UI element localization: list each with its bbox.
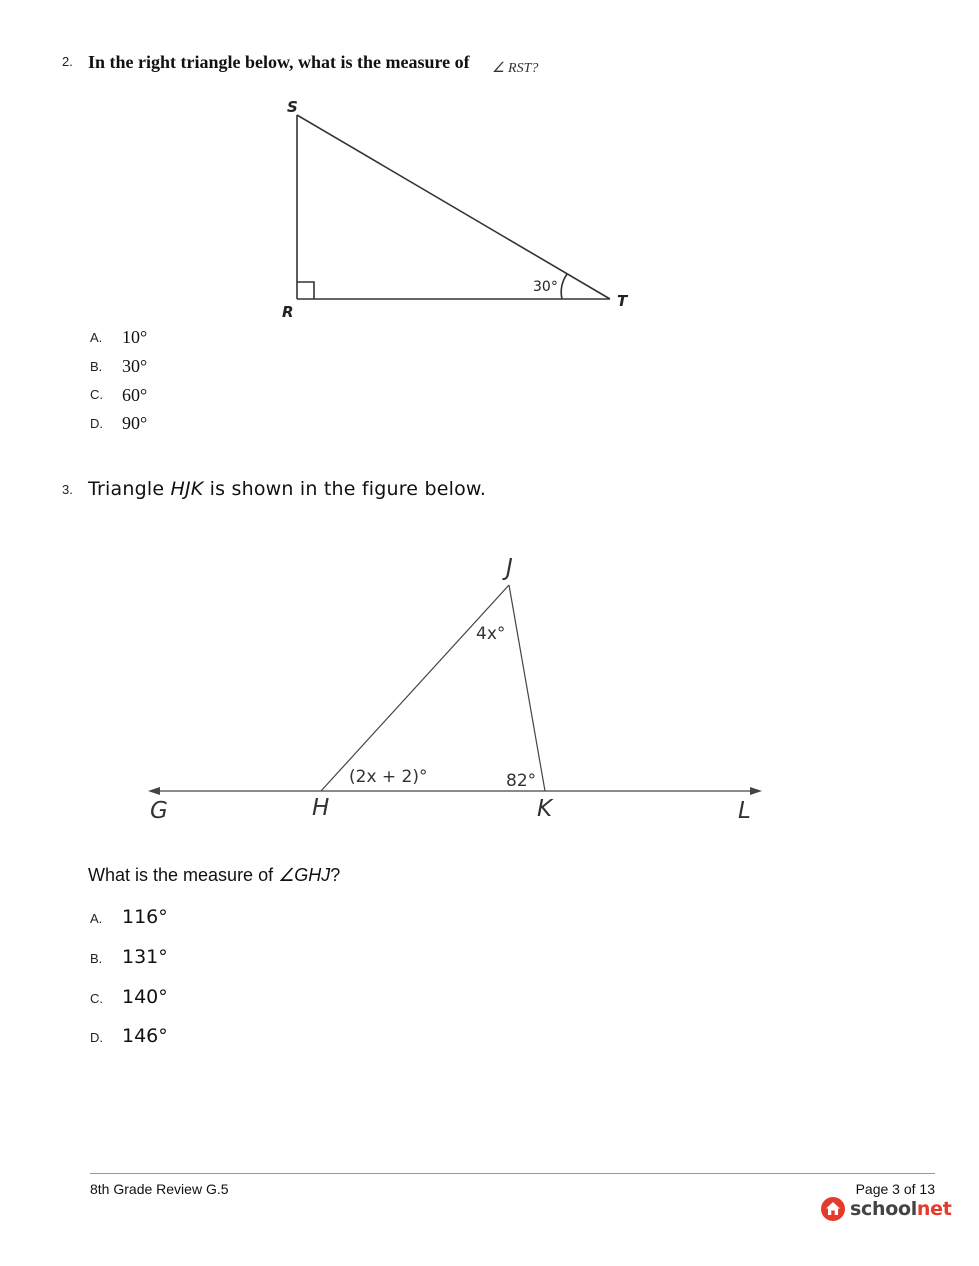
choice-letter: C. — [90, 991, 103, 1006]
vertex-s-label: S — [287, 98, 298, 116]
point-j-label: J — [506, 555, 513, 581]
question-2-number: 2. — [62, 54, 73, 69]
question-2-prompt: In the right triangle below, what is the measure of — [88, 52, 470, 72]
angle-j-label: 4x° — [476, 624, 506, 644]
footer-document-title: 8th Grade Review G.5 — [90, 1181, 229, 1197]
logo-word-school: school — [850, 1198, 917, 1220]
choice-text: 140° — [122, 986, 168, 1008]
choice-text: 131° — [122, 946, 168, 968]
logo-word-net: net — [916, 1198, 952, 1220]
arrow-right-icon — [750, 787, 762, 795]
choice-text: 10° — [122, 327, 148, 347]
side-jk — [509, 585, 545, 791]
arrow-left-icon — [148, 787, 160, 795]
question-2-angle-reference: ∠ RST? — [492, 61, 539, 76]
point-g-label: G — [150, 798, 168, 824]
vertex-t-label: T — [617, 292, 628, 310]
point-h-label: H — [312, 795, 330, 821]
choice-text: 146° — [122, 1025, 168, 1047]
angle-name: ∠GHJ — [278, 865, 331, 885]
vertex-r-label: R — [282, 303, 294, 321]
choice-letter: D. — [90, 416, 103, 431]
point-k-label: K — [537, 796, 553, 822]
triangle-hjk-figure — [140, 548, 770, 830]
prompt-text: is shown in the figure below. — [203, 478, 487, 500]
right-triangle-rst-figure — [270, 92, 650, 324]
question-3-subprompt — [88, 865, 340, 886]
choice-letter: C. — [90, 387, 103, 402]
right-angle-marker — [297, 282, 314, 299]
angle-k-label: 82° — [506, 771, 537, 791]
choice-letter: B. — [90, 359, 103, 374]
question-3-number: 3. — [62, 482, 73, 497]
prompt-text: Triangle — [88, 478, 171, 500]
point-l-label: L — [738, 798, 751, 824]
choice-letter: A. — [90, 330, 103, 345]
angle-h-label: (2x + 2)° — [349, 767, 428, 787]
subprompt-text: What is the measure of — [88, 865, 279, 885]
choice-text: 30° — [122, 356, 148, 376]
choice-text: 60° — [122, 385, 148, 405]
triangle-name: HJK — [170, 478, 204, 500]
angle-t-arc — [561, 274, 567, 299]
subprompt-text: ? — [330, 865, 341, 885]
footer-page-number: Page 3 of 13 — [855, 1181, 935, 1197]
side-st — [297, 115, 610, 299]
choice-text: 90° — [122, 413, 148, 433]
choice-letter: A. — [90, 911, 103, 926]
question-3-prompt — [88, 478, 486, 500]
side-hj — [321, 585, 509, 791]
choice-text: 116° — [122, 906, 168, 928]
house-icon — [820, 1196, 846, 1222]
choice-letter: B. — [90, 951, 103, 966]
schoolnet-logo — [820, 1196, 952, 1222]
choice-letter: D. — [90, 1030, 103, 1045]
footer-divider — [90, 1173, 935, 1174]
angle-t-label: 30° — [533, 279, 558, 295]
